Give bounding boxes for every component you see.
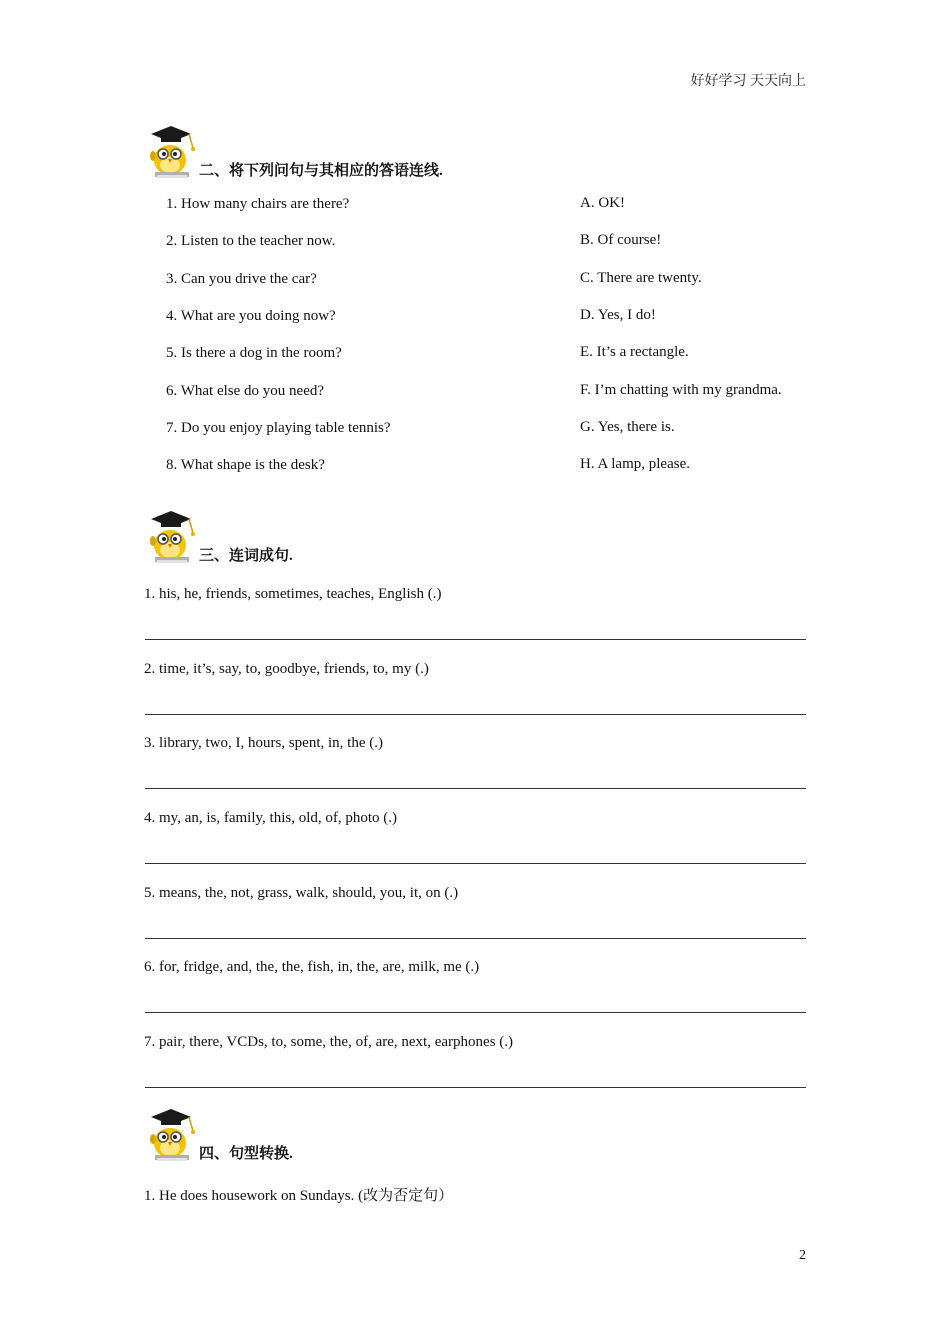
question-1: 1. How many chairs are there? bbox=[166, 196, 350, 212]
answer-a: A. OK! bbox=[580, 195, 625, 211]
page-number: 2 bbox=[799, 1248, 806, 1263]
question-4: 4. What are you doing now? bbox=[166, 308, 336, 324]
page-header-motto: 好好学习 天天向上 bbox=[690, 74, 806, 89]
owl-scholar-icon bbox=[143, 122, 199, 180]
answer-line-5[interactable] bbox=[145, 938, 806, 939]
answer-c: C. There are twenty. bbox=[580, 270, 702, 286]
section-3-heading bbox=[143, 507, 643, 565]
question-5: 5. Is there a dog in the room? bbox=[166, 345, 342, 361]
question-3: 3. Can you drive the car? bbox=[166, 271, 317, 287]
answer-e: E. It’s a rectangle. bbox=[580, 344, 689, 360]
owl-scholar-icon bbox=[143, 1105, 199, 1163]
word-order-item-5: 5. means, the, not, grass, walk, should, you, it, on (.) bbox=[144, 885, 459, 901]
owl-scholar-icon bbox=[143, 507, 199, 565]
section-4-title: 四、句型转换. bbox=[199, 1146, 293, 1162]
answer-line-3[interactable] bbox=[145, 788, 806, 789]
answer-d: D. Yes, I do! bbox=[580, 307, 656, 323]
answer-g: G. Yes, there is. bbox=[580, 419, 675, 435]
word-order-item-4: 4. my, an, is, family, this, old, of, photo (.) bbox=[144, 810, 398, 826]
section-2-heading bbox=[143, 122, 643, 180]
transform-item-1: 1. He does housework on Sundays. (改为否定句） bbox=[144, 1188, 454, 1204]
question-2: 2. Listen to the teacher now. bbox=[166, 233, 336, 249]
answer-b: B. Of course! bbox=[580, 232, 662, 248]
answer-line-7[interactable] bbox=[145, 1087, 806, 1088]
section-2-title: 二、将下列问句与其相应的答语连线. bbox=[199, 163, 443, 179]
question-6: 6. What else do you need? bbox=[166, 383, 325, 399]
word-order-item-2: 2. time, it’s, say, to, goodbye, friends, to, my (.) bbox=[144, 661, 429, 677]
word-order-item-6: 6. for, fridge, and, the, the, fish, in, the, are, milk, me (.) bbox=[144, 959, 480, 975]
answer-line-2[interactable] bbox=[145, 714, 806, 715]
section-3-title: 三、连词成句. bbox=[199, 548, 293, 564]
question-8: 8. What shape is the desk? bbox=[166, 457, 325, 473]
section-4-heading bbox=[143, 1105, 643, 1163]
answer-f: F. I’m chatting with my grandma. bbox=[580, 382, 782, 398]
question-7: 7. Do you enjoy playing table tennis? bbox=[166, 420, 391, 436]
word-order-item-7: 7. pair, there, VCDs, to, some, the, of, are, next, earphones (.) bbox=[144, 1034, 514, 1050]
answer-h: H. A lamp, please. bbox=[580, 456, 690, 472]
word-order-item-3: 3. library, two, I, hours, spent, in, the (.) bbox=[144, 735, 383, 751]
word-order-item-1: 1. his, he, friends, sometimes, teaches, English (.) bbox=[144, 586, 442, 602]
answer-line-6[interactable] bbox=[145, 1012, 806, 1013]
answer-line-4[interactable] bbox=[145, 863, 806, 864]
answer-line-1[interactable] bbox=[145, 639, 806, 640]
